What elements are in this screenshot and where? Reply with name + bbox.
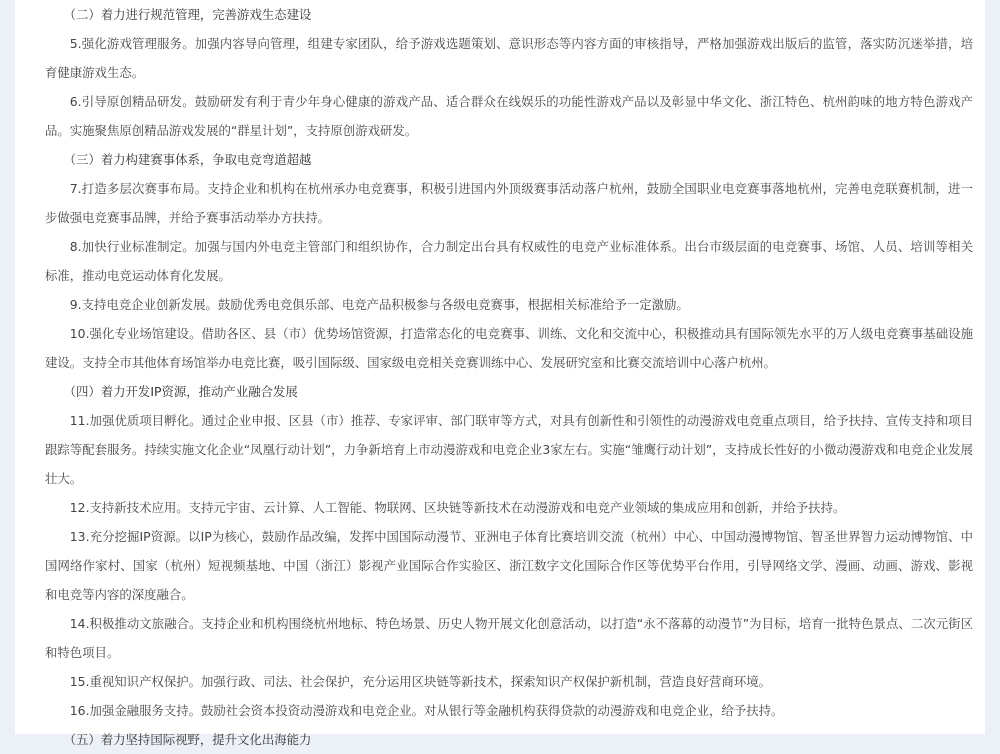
document-body [45, 0, 973, 754]
paragraph: 13.充分挖掘IP资源。以IP为核心，鼓励作品改编，发挥中国国际动漫节、亚洲电子体育比赛培训交流（杭州）中心、中国动漫博物馆、智圣世界智力运动博物馆、中国网络作家村、国家（杭州）短视频基地、中国（浙江）影视产业国际合作实验区、浙江数字文化国际合作区等优势平台作用，引导网络文学、漫画、动画、游戏、影视和电竞等内容的深度融合。 [45, 529, 973, 602]
paragraph: 15.重视知识产权保护。加强行政、司法、社会保护，充分运用区块链等新技术，探索知识产权保护新机制，营造良好营商环境。 [69, 674, 771, 689]
paragraph: 7.打造多层次赛事布局。支持企业和机构在杭州承办电竞赛事，积极引进国内外顶级赛事活动落户杭州，鼓励全国职业电竞赛事落地杭州，完善电竞联赛机制，进一步做强电竞赛事品牌，并给予赛事活动举办方扶持。 [45, 181, 973, 225]
paragraph: 11.加强优质项目孵化。通过企业申报、区县（市）推荐、专家评审、部门联审等方式，对具有创新性和引领性的动漫游戏电竞重点项目，给予扶持、宣传支持和项目跟踪等配套服务。持续实施文化企业“凤凰行动计划”，力争新培育上市动漫游戏和电竞企业3家左右。实施“雏鹰行动计划”，支持成长性好的小微动漫游戏和电竞企业发展壮大。 [45, 413, 973, 486]
paragraph: 5.强化游戏管理服务。加强内容导向管理，组建专家团队，给予游戏选题策划、意识形态等内容方面的审核指导，严格加强游戏出版后的监管，落实防沉迷举措，培育健康游戏生态。 [45, 36, 973, 80]
document-page [15, 0, 985, 747]
section-heading: （二）着力进行规范管理，完善游戏生态建设 [63, 7, 312, 22]
paragraph: 14.积极推动文旅融合。支持企业和机构围绕杭州地标、特色场景、历史人物开展文化创意活动，以打造“永不落幕的动漫节”为目标，培育一批特色景点、二次元街区和特色项目。 [45, 616, 973, 660]
section-heading: （五）着力坚持国际视野，提升文化出海能力 [63, 732, 312, 747]
paragraph: 12.支持新技术应用。支持元宇宙、云计算、人工智能、物联网、区块链等新技术在动漫游戏和电竞产业领域的集成应用和创新，并给予扶持。 [69, 500, 846, 515]
paragraph: 16.加强金融服务支持。鼓励社会资本投资动漫游戏和电竞企业。对从银行等金融机构获得贷款的动漫游戏和电竞企业，给予扶持。 [69, 703, 784, 718]
section-heading: （三）着力构建赛事体系，争取电竞弯道超越 [63, 152, 312, 167]
paragraph: 9.支持电竞企业创新发展。鼓励优秀电竞俱乐部、电竞产品积极参与各级电竞赛事，根据相关标准给予一定激励。 [69, 297, 689, 312]
paragraph: 6.引导原创精品研发。鼓励研发有利于青少年身心健康的游戏产品、适合群众在线娱乐的功能性游戏产品以及彰显中华文化、浙江特色、杭州韵味的地方特色游戏产品。实施聚焦原创精品游戏发展的“群星计划”，支持原创游戏研发。 [45, 94, 973, 138]
section-heading: （四）着力开发IP资源，推动产业融合发展 [63, 384, 298, 399]
paragraph: 8.加快行业标准制定。加强与国内外电竞主管部门和组织协作，合力制定出台具有权威性的电竞产业标准体系。出台市级层面的电竞赛事、场馆、人员、培训等相关标准，推动电竞运动体育化发展。 [45, 239, 973, 283]
paragraph: 10.强化专业场馆建设。借助各区、县（市）优势场馆资源，打造常态化的电竞赛事、训练、文化和交流中心，积极推动具有国际领先水平的万人级电竞赛事基础设施建设。支持全市其他体育场馆举办电竞比赛，吸引国际级、国家级电竞相关竞赛训练中心、发展研究室和比赛交流培训中心落户杭州。 [45, 326, 973, 370]
